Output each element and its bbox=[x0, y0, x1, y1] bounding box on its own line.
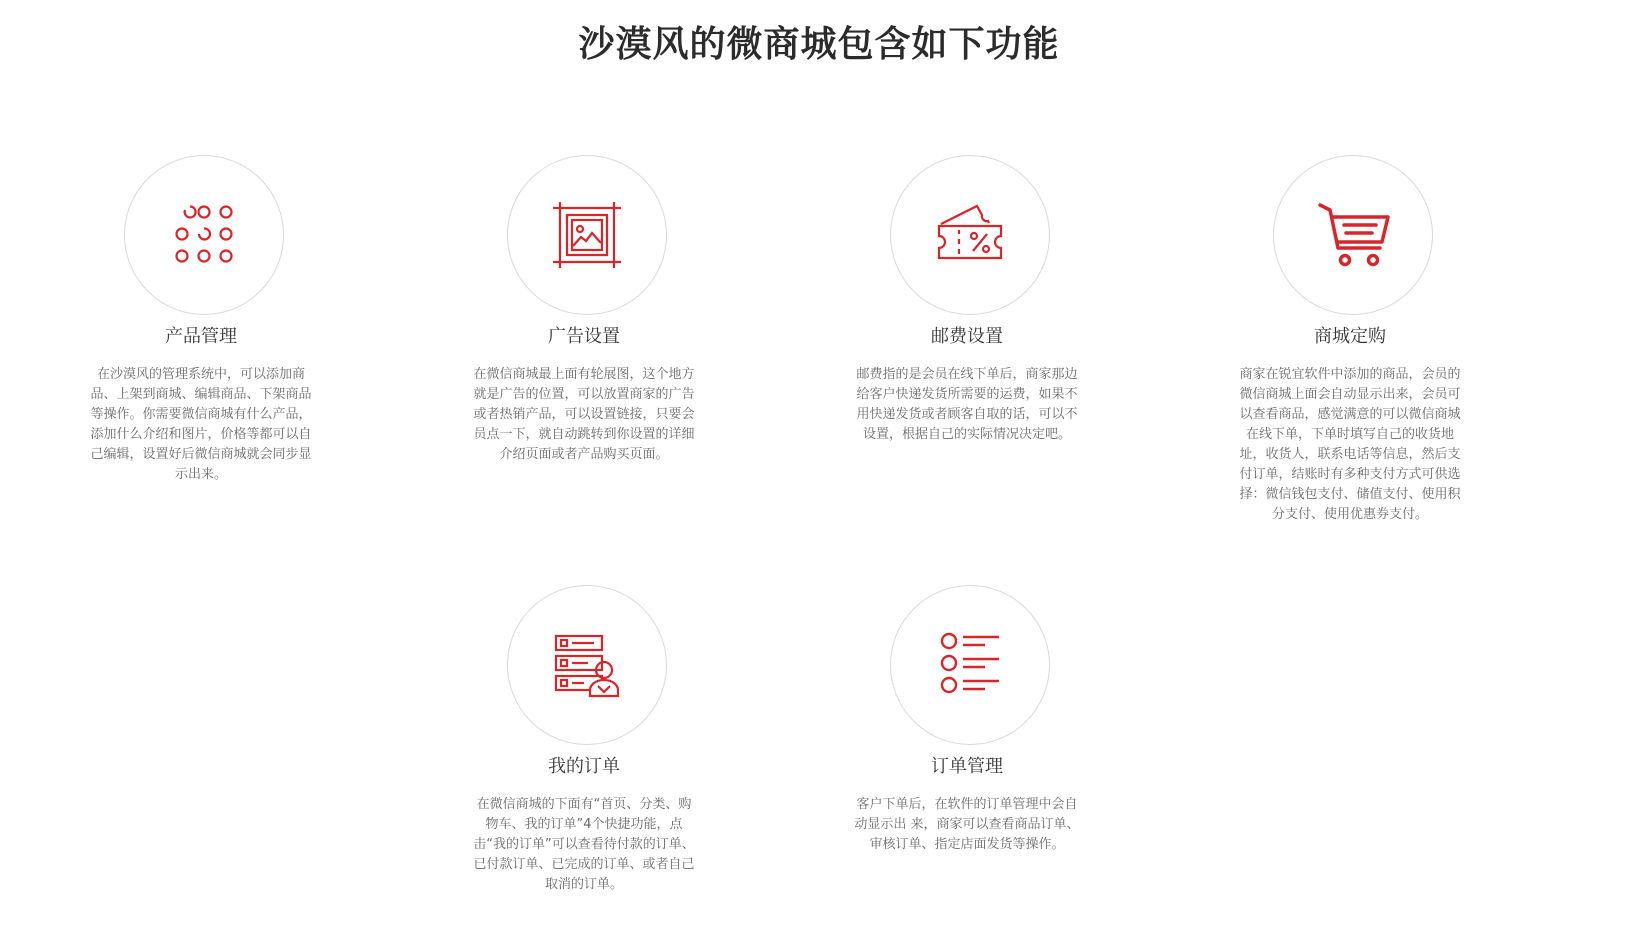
feature-title: 订单管理 bbox=[931, 756, 1003, 777]
feature-title: 商城定购 bbox=[1314, 326, 1386, 347]
grid-dots-icon bbox=[159, 190, 249, 280]
feature-icon-circle bbox=[124, 155, 284, 315]
discount-ticket-icon bbox=[925, 190, 1015, 280]
feature-description: 客户下单后，在软件的订单管理中会自动显示出 来，商家可以查看商品订单、审核订单、指定店面发货等操作。 bbox=[854, 797, 1080, 852]
feature-icon-circle bbox=[890, 155, 1050, 315]
page-title: 沙漠风的微商城包含如下功能 bbox=[578, 24, 1060, 65]
feature-description: 在微信商城的下面有“首页、分类、购物车、我的订单”4个快捷功能，点击“我的订单”可以查看待付款的订单、已付款订单、已完成的订单、或者自己取消的订单。 bbox=[473, 797, 695, 892]
order-list-icon bbox=[925, 620, 1015, 710]
feature-description: 在沙漠风的管理系统中，可以添加商品、上架到商城、编辑商品、下架商品等操作。你需要微信商城有什么产品，添加什么介绍和图片，价格等都可以自己编辑，设置好后微信商城就会同步显示出来。 bbox=[90, 367, 312, 482]
feature-title: 广告设置 bbox=[548, 326, 620, 347]
feature-title: 邮费设置 bbox=[931, 326, 1003, 347]
feature-description: 在微信商城最上面有轮展图，这个地方就是广告的位置，可以放置商家的广告或者热销产品，可以设置链接，只要会员点一下，就自动跳转到你设置的详细介绍页面或者产品购买页面。 bbox=[473, 367, 695, 462]
picture-frame-icon bbox=[542, 190, 632, 280]
feature-icon-circle bbox=[507, 585, 667, 745]
feature-icon-circle bbox=[1273, 155, 1433, 315]
shopping-cart-icon bbox=[1308, 190, 1398, 280]
feature-description: 邮费指的是会员在线下单后，商家那边给客户快递发货所需要的运费，如果不用快递发货或者顾客自取的话，可以不设置，根据自己的实际情况决定吧。 bbox=[856, 367, 1078, 442]
feature-title: 产品管理 bbox=[165, 326, 237, 347]
feature-title: 我的订单 bbox=[548, 756, 620, 777]
feature-description: 商家在锐宜软件中添加的商品，会员的微信商城上面会自动显示出来，会员可以查看商品，感觉满意的可以微信商城在线下单，下单时填写自己的收货地址，收货人，联系电话等信息，然后支付订单，结账时有多种支付方式可供选择：微信钱包支付、储值支付、使用积分支付、使用优惠券支付。 bbox=[1239, 367, 1461, 522]
feature-icon-circle bbox=[507, 155, 667, 315]
order-checklist-user-icon bbox=[542, 620, 632, 710]
feature-icon-circle bbox=[890, 585, 1050, 745]
